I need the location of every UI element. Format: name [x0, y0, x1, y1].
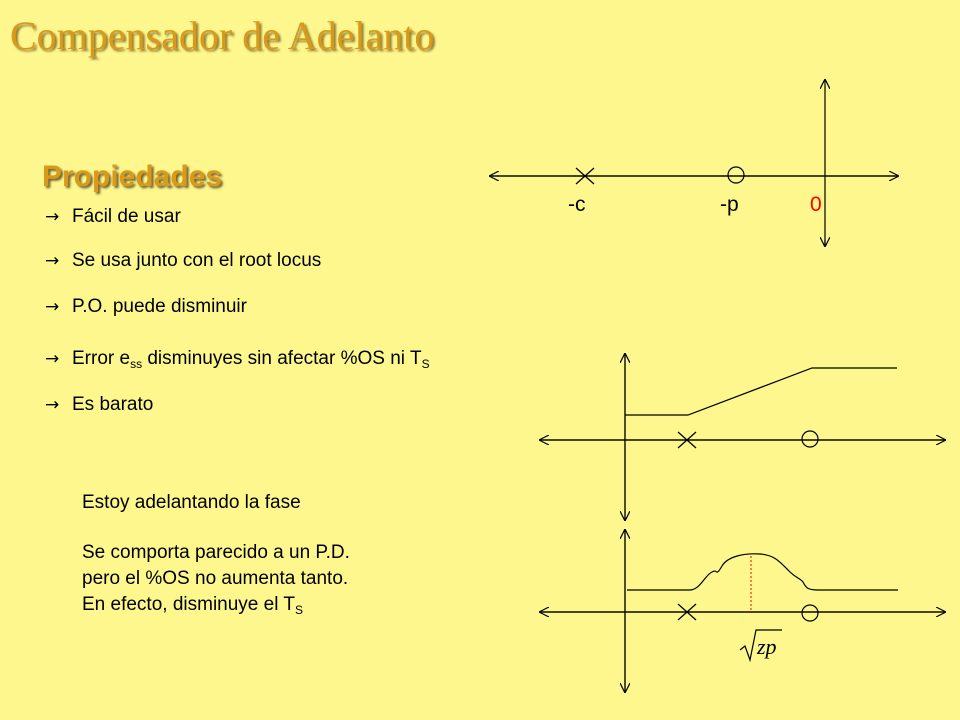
- arrow-right-icon: →: [45, 207, 60, 227]
- bullet-text: Es barato: [72, 394, 154, 415]
- zero-marker: [728, 167, 744, 183]
- bullet-text: Se usa junto con el root locus: [72, 250, 322, 271]
- note-text: En efecto, disminuye el T: [82, 594, 295, 615]
- arrow-right-icon: →: [45, 297, 60, 317]
- subscript: ss: [130, 357, 143, 371]
- phase-curve: [625, 368, 897, 415]
- label-c: -c: [568, 193, 586, 216]
- subscript: S: [421, 357, 430, 371]
- bullet-text: P.O. puede disminuir: [72, 296, 247, 317]
- note-line: Se comporta parecido a un P.D.: [82, 542, 350, 563]
- bullet-text: Fácil de usar: [72, 206, 181, 227]
- zero-marker: [802, 431, 818, 447]
- arrow-right-icon: →: [45, 395, 60, 415]
- arrow-right-icon: →: [45, 251, 60, 271]
- section-heading: Propiedades: [42, 160, 223, 193]
- phase-step-diagram: [540, 354, 945, 520]
- label-p: -p: [720, 193, 739, 216]
- arrow-right-icon: →: [45, 349, 60, 369]
- splane-diagram: [490, 80, 898, 246]
- subscript: S: [294, 603, 303, 617]
- sqrt-argument: zp: [757, 634, 777, 659]
- note-line: Estoy adelantando la fase: [82, 492, 301, 513]
- sqrt-expression: [740, 630, 782, 660]
- note-line: pero el %OS no aumenta tanto.: [82, 568, 349, 589]
- phase-curve: [627, 554, 898, 590]
- label-zero: 0: [810, 193, 822, 216]
- slide-title: Compensador de Adelanto: [10, 13, 435, 58]
- bullet-text: Error e: [72, 348, 131, 369]
- phase-bump-diagram: [540, 530, 945, 692]
- bullet-text: disminuyes sin afectar %OS ni T: [142, 348, 422, 369]
- zero-marker: [802, 605, 818, 621]
